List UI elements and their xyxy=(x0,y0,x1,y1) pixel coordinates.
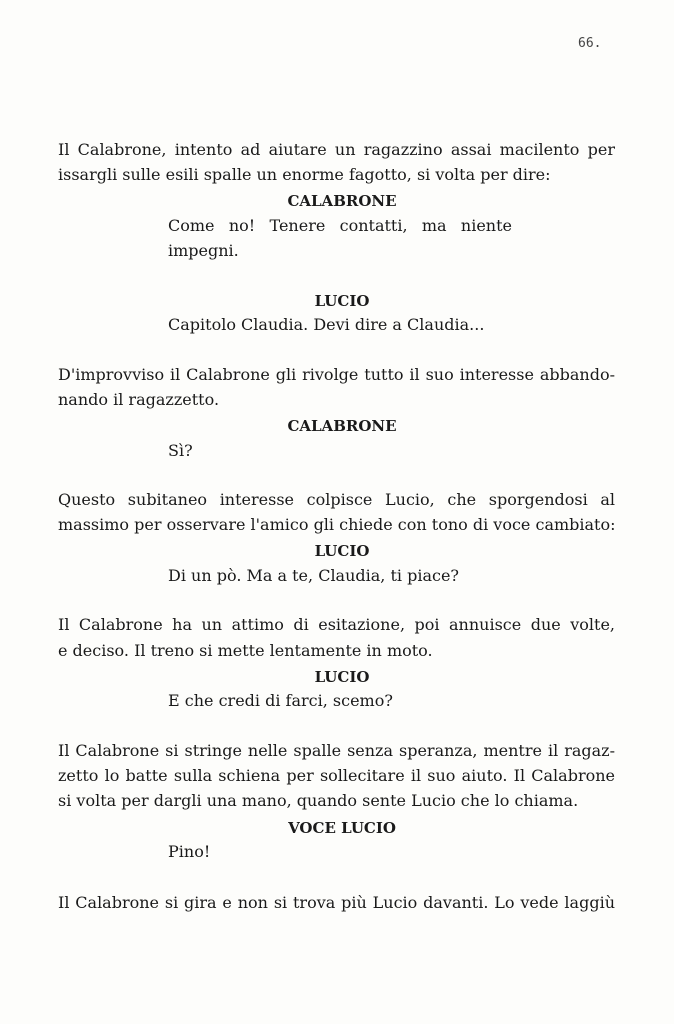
character-cue: VOCE LUCIO xyxy=(288,819,396,837)
action-line: Il Calabrone ha un attimo di esitazione, poi annuisce due volte, xyxy=(58,615,615,634)
character-cue: LUCIO xyxy=(314,542,370,560)
character-cue: CALABRONE xyxy=(287,417,397,435)
dialogue-line: Di un pò. Ma a te, Claudia, ti piace? xyxy=(168,566,460,585)
dialogue-line: impegni. xyxy=(168,241,239,260)
action-line: nando il ragazzetto. xyxy=(58,390,220,409)
action-line: massimo per osservare l'amico gli chiede con tono di voce cambiato: xyxy=(58,515,616,534)
character-cue: CALABRONE xyxy=(287,192,397,210)
page-number: 66. xyxy=(578,36,602,51)
action-line: Il Calabrone si gira e non si trova più Lucio davanti. Lo vede laggiù xyxy=(58,893,615,912)
action-line: Il Calabrone si stringe nelle spalle senza speranza, mentre il ragaz- xyxy=(58,741,615,760)
action-line: issargli sulle esili spalle un enorme fagotto, si volta per dire: xyxy=(58,165,551,184)
action-line: zetto lo batte sulla schiena per sollecitare il suo aiuto. Il Calabrone xyxy=(58,766,615,785)
action-line: e deciso. Il treno si mette lentamente in moto. xyxy=(58,641,433,660)
action-line: si volta per dargli una mano, quando sente Lucio che lo chiama. xyxy=(58,791,579,810)
dialogue-line: Capitolo Claudia. Devi dire a Claudia... xyxy=(168,315,485,334)
dialogue-line: E che credi di farci, scemo? xyxy=(168,691,393,710)
action-line: D'improvviso il Calabrone gli rivolge tutto il suo interesse abbando- xyxy=(58,365,615,384)
character-cue: LUCIO xyxy=(314,292,370,310)
character-cue: LUCIO xyxy=(314,668,370,686)
dialogue-line: Come no! Tenere contatti, ma niente xyxy=(168,216,512,235)
dialogue-line: Sì? xyxy=(168,441,193,460)
action-line: Questo subitaneo interesse colpisce Lucio, che sporgendosi al xyxy=(58,490,615,509)
dialogue-line: Pino! xyxy=(168,842,211,861)
action-line: Il Calabrone, intento ad aiutare un ragazzino assai macilento per xyxy=(58,140,615,159)
